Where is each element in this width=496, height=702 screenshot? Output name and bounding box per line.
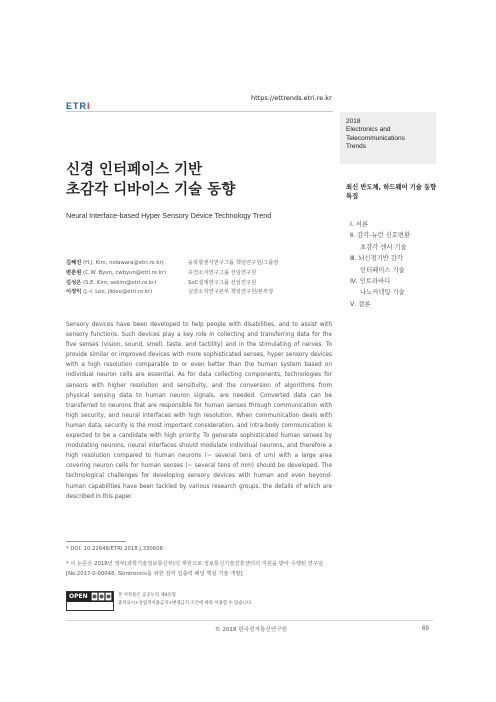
journal-url: https://ettrends.etri.re.kr [251,94,332,102]
toc-item: Ⅴ. 결론 [350,300,371,308]
author-row [66,288,166,298]
license-text [118,592,253,607]
author-list [66,259,166,298]
paper-subtitle: Neural Interface-based Hyper Sensory Device Technology Trend [66,211,272,220]
toc-item: Ⅱ. 감각-뉴런 신호변환 [350,232,411,240]
page-number: 69 [422,625,429,632]
title-line-2: 초감각 디바이스 기술 동향 [66,182,236,198]
author-name: 김혜진 [66,260,82,266]
etri-logo [66,101,91,111]
license-line-2: 출처표시+상업적이용금지+변경금지 조건에 따라 이용할 수 있습니다. [118,600,253,606]
author-affiliation: SoC설계연구그룹 선임연구원 [188,279,257,286]
author-name: 김성은 [66,279,82,286]
author-row [66,259,166,269]
affiliation-list [188,259,278,298]
journal-info-text [346,118,405,151]
footer-rule [66,620,433,621]
journal-name-line3: Trends [346,142,366,150]
author-affiliation: 융복합센서연구그룹 책임연구원/그룹장 [188,260,279,266]
kogl-type-icons [91,592,112,601]
journal-name-line2: Telecommunications [346,134,405,142]
doi-footnote: * DOI: 10.22648/ETRI.2018.J.330608 [66,546,163,552]
toc-item: Ⅰ. 서론 [350,221,369,228]
table-of-contents [350,219,410,310]
author-name: 변춘원 [66,269,82,276]
abstract: Sensory devices have been developed to help people with disabilities, and to assist with sensory functions. Such devices play a key role in collecting and transferring data for the five senses (vision, sound, smell, taste, and tactility) and in the stimulating of nerves. To provide similar or improved devices with more sophisticated senses, hyper sensory devices with a high resolution comparable to or even better than the human system based on individual neuron cells are essential. As for data collecting components, technologies for sensors with higher resolution and sensitivity, and the conversion of algorithms from physical sensing data to human neuron signals, are needed. Converted data can be transferred to neurons that are responsible for human senses through communication with high security, and neural interfaces with high resolution. When communication deals with human data, security is the most important consideration, and intra-body communication is expected to be a candidate with high priority. To generate sophisticated human senses by modulating neurons, neural interfaces should modulate individual neurons, and therefore a high resolution compared to human neurons (~ several tens of um) with a large area covering neuron cells for human senses (~ several tens of mm) should be developed. The technological challenges for developing sensory devices with human and even beyond-human capabilities have been tackled by various research groups, the details of which are described in this paper. [66,322,332,500]
author-contact: (C.W. Byun, cwbyun@etri.re.kr) [83,269,167,276]
copyright: © 2018 한국전자통신연구원 [215,627,288,633]
title-line-1: 신경 인터페이스 기반 [66,162,203,178]
author-contact: (H.J. Kim, nolawara@etri.re.kr) [83,260,164,266]
toc-item: 나노커넥팅 기술 [360,289,405,297]
author-row [66,269,166,279]
toc-item: 초감각 센서 기술 [360,243,407,251]
author-contact: (S.E. Kim, sekim@etri.re.kr) [83,279,157,286]
toc-item: 인터페이스 기술 [360,266,405,274]
author-affiliation: 유연소자연구그룹 선임연구원 [188,269,257,276]
paper-title [66,160,235,200]
special-issue-heading: 최신 반도체, 하드웨어 기술 동향 특집 [346,184,437,200]
logo-text: ETRI [66,101,91,111]
footnote-rule [66,541,126,542]
funding-footnote: * 이 논문은 2018년 정부(과학기술정보통신부)의 재원으로 정보통신기술진흥센터의 지원을 받아 수행된 연구임[No.2017-0-00048, Skintronics를 위한 감각 입출력 패널 핵심 기술 개발]. [66,561,324,577]
journal-year: 2018 [346,118,361,125]
author-affiliation: 실감소자연구본부 책임연구원/본부장 [188,289,274,296]
journal-name-line1: Electronics and [346,126,391,134]
author-row [66,279,166,289]
license-line-1: 본 저작물은 공공누리 제4유형 [118,593,176,598]
open-badge-label: OPEN [67,592,113,602]
author-contact: (J.-I. Lee, jiklee@etri.re.kr) [83,289,153,296]
toc-item: Ⅲ. 뇌신경기반 감각 [350,255,403,263]
author-name: 이정익 [66,289,82,296]
toc-item: Ⅳ. 인트라바디 [350,278,391,286]
header-rule [66,111,333,112]
